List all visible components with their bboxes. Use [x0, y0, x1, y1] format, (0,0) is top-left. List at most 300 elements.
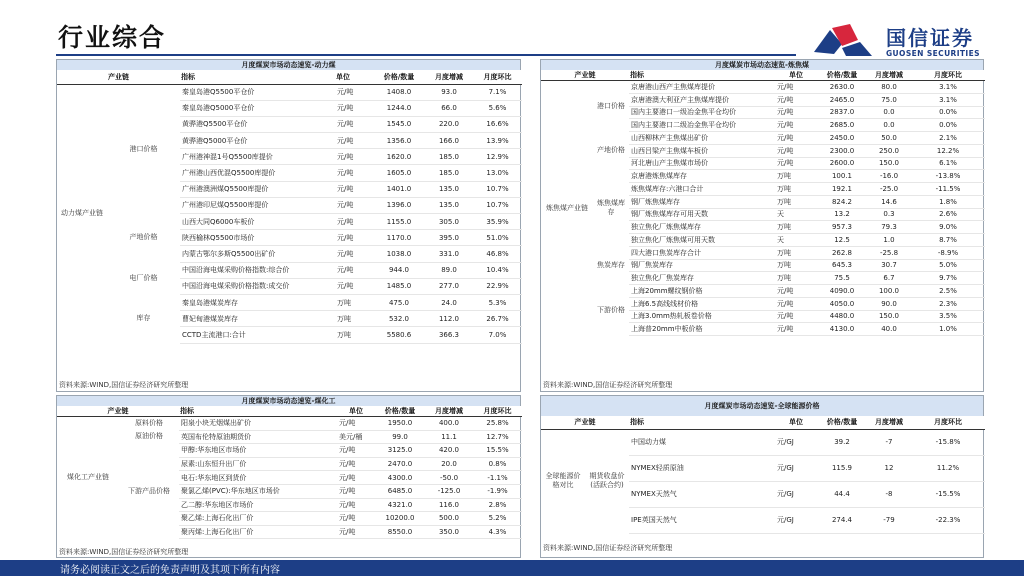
price-cell: 475.0	[373, 294, 425, 310]
group-label: 原油价格	[135, 432, 163, 441]
footer-disclaimer: 请务必阅读正文之后的免责声明及其项下所有内容	[60, 565, 280, 576]
change-cell: 24.0	[425, 294, 473, 310]
unit-cell: 万吨	[775, 183, 817, 196]
panel-title: 月度煤炭市场动态速览-全球能源价格	[541, 396, 983, 416]
mom-cell: 5.0%	[911, 259, 985, 272]
change-cell: 0.0	[867, 106, 911, 119]
change-cell: 366.3	[425, 327, 473, 343]
mom-cell: 12.7%	[473, 430, 522, 444]
mom-cell: 2.1%	[911, 132, 985, 145]
indicator-cell: 聚氯乙烯(PVC):华东地区市场价	[179, 484, 337, 498]
price-cell: 532.0	[373, 311, 425, 327]
change-cell: 14.6	[867, 195, 911, 208]
mom-cell: 3.1%	[911, 93, 985, 106]
data-source-note: 资料来源:WIND,国信证券经济研究所整理	[543, 381, 673, 389]
indicator-cell: 炼焦煤库存:六港口合计	[629, 183, 775, 196]
group-label: 炼焦煤库存	[597, 199, 625, 216]
mom-cell: 9.0%	[911, 221, 985, 234]
col-header-indicator: 指标	[629, 70, 775, 81]
mom-cell: 1.0%	[911, 323, 985, 336]
price-cell: 2837.0	[817, 106, 867, 119]
power-coal-table	[57, 70, 522, 344]
mom-cell: 10.4%	[473, 262, 522, 278]
change-cell: 250.0	[867, 144, 911, 157]
price-cell: 3125.0	[375, 444, 425, 458]
mom-cell: -15.8%	[911, 429, 985, 455]
price-cell: 2630.0	[817, 81, 867, 94]
page-title: 行业综合	[58, 23, 167, 52]
indicator-cell: 广州港澳洲煤Q5500库提价	[180, 181, 335, 197]
mom-cell: 5.6%	[473, 100, 522, 116]
unit-cell: 元/吨	[775, 81, 817, 94]
mom-cell: -11.5%	[911, 183, 985, 196]
change-cell: 100.0	[867, 285, 911, 298]
table-row	[541, 429, 985, 455]
change-cell: 50.0	[867, 132, 911, 145]
price-cell: 192.1	[817, 183, 867, 196]
price-cell: 1485.0	[373, 278, 425, 294]
chain-label: 煤化工产业链	[67, 473, 109, 482]
indicator-cell: 钢厂炼焦煤库存可用天数	[629, 208, 775, 221]
change-cell: 80.0	[867, 81, 911, 94]
indicator-cell: 英国布伦特原油期货价	[179, 430, 337, 444]
col-header-mom: 月度环比	[911, 416, 985, 429]
mom-cell: 11.2%	[911, 455, 985, 481]
unit-cell: 元/吨	[335, 181, 373, 197]
change-cell: 395.0	[425, 230, 473, 246]
price-cell: 274.4	[817, 507, 867, 533]
mom-cell: 35.9%	[473, 214, 522, 230]
mom-cell: 46.8%	[473, 246, 522, 262]
group-label: 库存	[136, 314, 151, 323]
table-row	[541, 81, 985, 94]
mom-cell: 12.9%	[473, 149, 522, 165]
change-cell: 185.0	[425, 165, 473, 181]
change-cell: 6.7	[867, 272, 911, 285]
col-header-chain: 产业链	[57, 70, 180, 84]
price-cell: 1244.0	[373, 100, 425, 116]
indicator-cell: 电石:华东地区到货价	[179, 471, 337, 485]
indicator-cell: 独立焦化厂炼焦煤库存	[629, 221, 775, 234]
coal-chemical-panel	[56, 395, 521, 558]
price-cell: 44.4	[817, 481, 867, 507]
price-cell: 10200.0	[375, 512, 425, 526]
unit-cell: 万吨	[775, 221, 817, 234]
indicator-cell: 河北唐山产主焦煤市场价	[629, 157, 775, 170]
indicator-cell: 中国沿海电煤采购价格指数:综合价	[180, 262, 335, 278]
col-header-change: 月度增减	[867, 70, 911, 81]
indicator-cell: 上海3.0mm热轧板卷价格	[629, 310, 775, 323]
unit-cell: 元/GJ	[775, 455, 817, 481]
indicator-cell: 山西吕梁产主焦煤车板价	[629, 144, 775, 157]
price-cell: 1545.0	[373, 116, 425, 132]
change-cell: 30.7	[867, 259, 911, 272]
change-cell: -25.8	[867, 246, 911, 259]
price-cell: 1038.0	[373, 246, 425, 262]
change-cell: 420.0	[425, 444, 473, 458]
chain-label: 全球能源价格对比	[545, 472, 581, 490]
col-header-mom: 月度环比	[473, 70, 522, 84]
col-header-chain: 产业链	[541, 70, 629, 81]
indicator-cell: 上海普20mm中板价格	[629, 323, 775, 336]
unit-cell: 元/吨	[775, 106, 817, 119]
unit-cell: 元/吨	[335, 84, 373, 100]
mom-cell: 3.1%	[911, 81, 985, 94]
unit-cell: 万吨	[775, 195, 817, 208]
mom-cell: 10.7%	[473, 197, 522, 213]
mom-cell: 2.8%	[473, 498, 522, 512]
indicator-cell: 曹妃甸港煤炭库存	[180, 311, 335, 327]
change-cell: 277.0	[425, 278, 473, 294]
group-label: 产地价格	[597, 146, 625, 155]
unit-cell: 元/吨	[337, 484, 375, 498]
unit-cell: 元/吨	[335, 100, 373, 116]
indicator-cell: 独立焦化厂炼焦煤可用天数	[629, 234, 775, 247]
table-row	[57, 84, 522, 100]
change-cell: 150.0	[867, 157, 911, 170]
mom-cell: 3.5%	[911, 310, 985, 323]
unit-cell: 元/吨	[337, 444, 375, 458]
unit-cell: 元/吨	[775, 93, 817, 106]
price-cell: 8550.0	[375, 525, 425, 539]
mom-cell: 0.0%	[911, 119, 985, 132]
unit-cell: 万吨	[775, 272, 817, 285]
indicator-cell: 独立焦化厂焦炭库存	[629, 272, 775, 285]
mom-cell: 8.7%	[911, 234, 985, 247]
unit-cell: 元/吨	[337, 471, 375, 485]
table-row	[57, 262, 522, 278]
unit-cell: 元/吨	[337, 417, 375, 431]
mom-cell: 2.5%	[911, 285, 985, 298]
mom-cell: 9.7%	[911, 272, 985, 285]
price-cell: 4050.0	[817, 297, 867, 310]
mom-cell: 26.7%	[473, 311, 522, 327]
footer-bar	[0, 560, 1024, 576]
unit-cell: 元/吨	[337, 512, 375, 526]
guosen-logo	[812, 20, 982, 60]
mom-cell: 0.0%	[911, 106, 985, 119]
unit-cell: 元/吨	[335, 278, 373, 294]
table-row	[57, 417, 522, 431]
change-cell: 40.0	[867, 323, 911, 336]
change-cell: 1.0	[867, 234, 911, 247]
change-cell: -7	[867, 429, 911, 455]
col-header-unit: 单位	[337, 406, 375, 417]
change-cell: 500.0	[425, 512, 473, 526]
mom-cell: 5.3%	[473, 294, 522, 310]
indicator-cell: 广州港山西优混Q5500库提价	[180, 165, 335, 181]
table-row	[57, 294, 522, 310]
col-header-price: 价格/数量	[375, 406, 425, 417]
group-label: 焦炭库存	[597, 260, 625, 269]
change-cell: 150.0	[867, 310, 911, 323]
price-cell: 944.0	[373, 262, 425, 278]
indicator-cell: CCTD主流港口:合计	[180, 327, 335, 343]
mom-cell: 2.3%	[911, 297, 985, 310]
unit-cell: 元/吨	[337, 525, 375, 539]
panel-title: 月度煤炭市场动态速览-煤化工	[57, 396, 520, 406]
price-cell: 4300.0	[375, 471, 425, 485]
col-header-chain: 产业链	[57, 406, 179, 417]
price-cell: 2470.0	[375, 457, 425, 471]
table-row	[57, 430, 522, 444]
group-label: 期货收盘价(活跃合约)	[589, 472, 625, 490]
table-row	[57, 444, 522, 458]
change-cell: 135.0	[425, 197, 473, 213]
col-header-price: 价格/数量	[817, 416, 867, 429]
mom-cell: 7.1%	[473, 84, 522, 100]
col-header-change: 月度增减	[425, 406, 473, 417]
panel-title: 月度煤炭市场动态速览-炼焦煤	[541, 60, 983, 70]
unit-cell: 元/吨	[775, 310, 817, 323]
unit-cell: 天	[775, 208, 817, 221]
unit-cell: 元/GJ	[775, 429, 817, 455]
coking-coal-panel	[540, 59, 984, 392]
change-cell: -16.0	[867, 170, 911, 183]
unit-cell: 元/吨	[335, 116, 373, 132]
unit-cell: 万吨	[335, 311, 373, 327]
data-source-note: 资料来源:WIND,国信证券经济研究所整理	[59, 381, 189, 389]
change-cell: 116.0	[425, 498, 473, 512]
guosen-logo-mark-icon	[812, 22, 880, 58]
change-cell: 166.0	[425, 133, 473, 149]
change-cell: 220.0	[425, 116, 473, 132]
change-cell: -50.0	[425, 471, 473, 485]
table-row	[541, 285, 985, 298]
table-row	[541, 246, 985, 259]
indicator-cell: 秦皇岛港Q5500平仓价	[180, 84, 335, 100]
col-header-chain: 产业链	[541, 416, 629, 429]
group-label: 原料价格	[135, 419, 163, 428]
price-cell: 75.5	[817, 272, 867, 285]
mom-cell: 12.2%	[911, 144, 985, 157]
indicator-cell: 上海20mm螺纹钢价格	[629, 285, 775, 298]
indicator-cell: NYMEX天然气	[629, 481, 775, 507]
price-cell: 1605.0	[373, 165, 425, 181]
price-cell: 4090.0	[817, 285, 867, 298]
indicator-cell: 秦皇岛港Q5000平仓价	[180, 100, 335, 116]
change-cell: 75.0	[867, 93, 911, 106]
unit-cell: 美元/桶	[337, 430, 375, 444]
mom-cell: 1.8%	[911, 195, 985, 208]
indicator-cell: 国内主要港口一级冶金焦平仓均价	[629, 106, 775, 119]
mom-cell: 7.0%	[473, 327, 522, 343]
mom-cell: 13.0%	[473, 165, 522, 181]
price-cell: 2300.0	[817, 144, 867, 157]
indicator-cell: 京唐港澳大利亚产主焦煤库提价	[629, 93, 775, 106]
price-cell: 262.8	[817, 246, 867, 259]
indicator-cell: 国内主要港口二级冶金焦平仓均价	[629, 119, 775, 132]
group-label: 下游产品价格	[128, 486, 170, 495]
mom-cell: 5.2%	[473, 512, 522, 526]
unit-cell: 天	[775, 234, 817, 247]
unit-cell: 元/GJ	[775, 507, 817, 533]
col-header-price: 价格/数量	[817, 70, 867, 81]
price-cell: 1356.0	[373, 133, 425, 149]
mom-cell: -1.1%	[473, 471, 522, 485]
indicator-cell: 京唐港炼焦煤库存	[629, 170, 775, 183]
price-cell: 100.1	[817, 170, 867, 183]
col-header-indicator: 指标	[179, 406, 337, 417]
unit-cell: 万吨	[775, 259, 817, 272]
change-cell: 11.1	[425, 430, 473, 444]
mom-cell: 16.6%	[473, 116, 522, 132]
unit-cell: 元/吨	[335, 197, 373, 213]
change-cell: 0.0	[867, 119, 911, 132]
mom-cell: -22.3%	[911, 507, 985, 533]
col-header-mom: 月度环比	[911, 70, 985, 81]
mom-cell: 51.0%	[473, 230, 522, 246]
power-coal-panel	[56, 59, 521, 392]
indicator-cell: 乙二醇:华东地区市场价	[179, 498, 337, 512]
data-source-note: 资料来源:WIND,国信证券经济研究所整理	[59, 548, 189, 556]
unit-cell: 元/吨	[335, 246, 373, 262]
unit-cell: 元/吨	[337, 457, 375, 471]
indicator-cell: 黄骅港Q5500平仓价	[180, 116, 335, 132]
price-cell: 6485.0	[375, 484, 425, 498]
mom-cell: -13.8%	[911, 170, 985, 183]
price-cell: 1401.0	[373, 181, 425, 197]
indicator-cell: 广州港神混1号Q5500库提价	[180, 149, 335, 165]
change-cell: 79.3	[867, 221, 911, 234]
table-row	[57, 214, 522, 230]
unit-cell: 元/吨	[335, 214, 373, 230]
change-cell: -125.0	[425, 484, 473, 498]
col-header-indicator: 指标	[629, 416, 775, 429]
unit-cell: 万吨	[775, 246, 817, 259]
price-cell: 2450.0	[817, 132, 867, 145]
unit-cell: 元/吨	[775, 132, 817, 145]
price-cell: 1620.0	[373, 149, 425, 165]
unit-cell: 元/吨	[775, 119, 817, 132]
data-source-note: 资料来源:WIND,国信证券经济研究所整理	[543, 544, 673, 552]
col-header-indicator: 指标	[180, 70, 335, 84]
indicator-cell: 阳泉小块无烟煤出矿价	[179, 417, 337, 431]
unit-cell: 元/吨	[775, 157, 817, 170]
mom-cell: 6.1%	[911, 157, 985, 170]
group-label: 产地价格	[129, 233, 158, 242]
unit-cell: 元/吨	[335, 262, 373, 278]
price-cell: 1155.0	[373, 214, 425, 230]
mom-cell: 10.7%	[473, 181, 522, 197]
unit-cell: 万吨	[775, 170, 817, 183]
mom-cell: -8.9%	[911, 246, 985, 259]
price-cell: 4321.0	[375, 498, 425, 512]
indicator-cell: 中国沿海电煤采购价格指数:成交价	[180, 278, 335, 294]
global-energy-panel	[540, 395, 984, 558]
table-row	[541, 170, 985, 183]
price-cell: 4480.0	[817, 310, 867, 323]
chain-label: 炼焦煤产业链	[546, 203, 588, 212]
col-header-price: 价格/数量	[373, 70, 425, 84]
change-cell: 331.0	[425, 246, 473, 262]
col-header-unit: 单位	[775, 70, 817, 81]
change-cell: 0.3	[867, 208, 911, 221]
price-cell: 13.2	[817, 208, 867, 221]
indicator-cell: 陕西榆林Q5500市场价	[180, 230, 335, 246]
unit-cell: 元/吨	[335, 165, 373, 181]
indicator-cell: 尿素:山东恒升出厂价	[179, 457, 337, 471]
col-header-mom: 月度环比	[473, 406, 522, 417]
mom-cell: 15.5%	[473, 444, 522, 458]
group-label: 港口价格	[129, 144, 158, 153]
mom-cell: -15.5%	[911, 481, 985, 507]
unit-cell: 元/吨	[335, 133, 373, 149]
mom-cell: -1.9%	[473, 484, 522, 498]
unit-cell: 元/吨	[337, 498, 375, 512]
table-row	[541, 132, 985, 145]
indicator-cell: IPE英国天然气	[629, 507, 775, 533]
group-label: 港口价格	[597, 101, 625, 110]
unit-cell: 元/吨	[335, 149, 373, 165]
price-cell: 1950.0	[375, 417, 425, 431]
change-cell: -8	[867, 481, 911, 507]
change-cell: 89.0	[425, 262, 473, 278]
indicator-cell: 聚乙烯:上海石化出厂价	[179, 512, 337, 526]
price-cell: 12.5	[817, 234, 867, 247]
indicator-cell: 秦皇岛港煤炭库存	[180, 294, 335, 310]
change-cell: 90.0	[867, 297, 911, 310]
logo-chinese-name: 国信证券	[886, 26, 974, 50]
change-cell: 20.0	[425, 457, 473, 471]
col-header-change: 月度增减	[867, 416, 911, 429]
price-cell: 824.2	[817, 195, 867, 208]
change-cell: 135.0	[425, 181, 473, 197]
change-cell: 12	[867, 455, 911, 481]
indicator-cell: 山西柳林产主焦煤出矿价	[629, 132, 775, 145]
group-label: 电厂价格	[129, 273, 158, 282]
indicator-cell: NYMEX轻质原油	[629, 455, 775, 481]
coal-chemical-table	[57, 406, 522, 539]
indicator-cell: 广州港印尼煤Q5500库提价	[180, 197, 335, 213]
price-cell: 1170.0	[373, 230, 425, 246]
group-label: 下游价格	[597, 305, 625, 314]
indicator-cell: 黄骅港Q5000平仓价	[180, 133, 335, 149]
coking-coal-table	[541, 70, 985, 336]
price-cell: 2465.0	[817, 93, 867, 106]
price-cell: 1408.0	[373, 84, 425, 100]
mom-cell: 4.3%	[473, 525, 522, 539]
indicator-cell: 钢厂焦炭库存	[629, 259, 775, 272]
change-cell: 93.0	[425, 84, 473, 100]
price-cell: 1396.0	[373, 197, 425, 213]
price-cell: 4130.0	[817, 323, 867, 336]
col-header-change: 月度增减	[425, 70, 473, 84]
unit-cell: 元/吨	[775, 323, 817, 336]
price-cell: 5580.6	[373, 327, 425, 343]
chain-label: 动力煤产业链	[61, 209, 103, 218]
indicator-cell: 钢厂炼焦煤库存	[629, 195, 775, 208]
logo-english-name: GUOSEN SECURITIES	[886, 49, 980, 58]
indicator-cell: 四大港口焦炭库存合计	[629, 246, 775, 259]
indicator-cell: 京唐港山西产主焦煤库提价	[629, 81, 775, 94]
price-cell: 99.0	[375, 430, 425, 444]
unit-cell: 元/吨	[335, 230, 373, 246]
change-cell: 350.0	[425, 525, 473, 539]
unit-cell: 元/GJ	[775, 481, 817, 507]
price-cell: 957.3	[817, 221, 867, 234]
price-cell: 2685.0	[817, 119, 867, 132]
mom-cell: 13.9%	[473, 133, 522, 149]
change-cell: 112.0	[425, 311, 473, 327]
unit-cell: 万吨	[335, 294, 373, 310]
indicator-cell: 山西大同Q6000车板价	[180, 214, 335, 230]
indicator-cell: 聚丙烯:上海石化出厂价	[179, 525, 337, 539]
price-cell: 115.9	[817, 455, 867, 481]
change-cell: 66.0	[425, 100, 473, 116]
price-cell: 2600.0	[817, 157, 867, 170]
change-cell: 305.0	[425, 214, 473, 230]
